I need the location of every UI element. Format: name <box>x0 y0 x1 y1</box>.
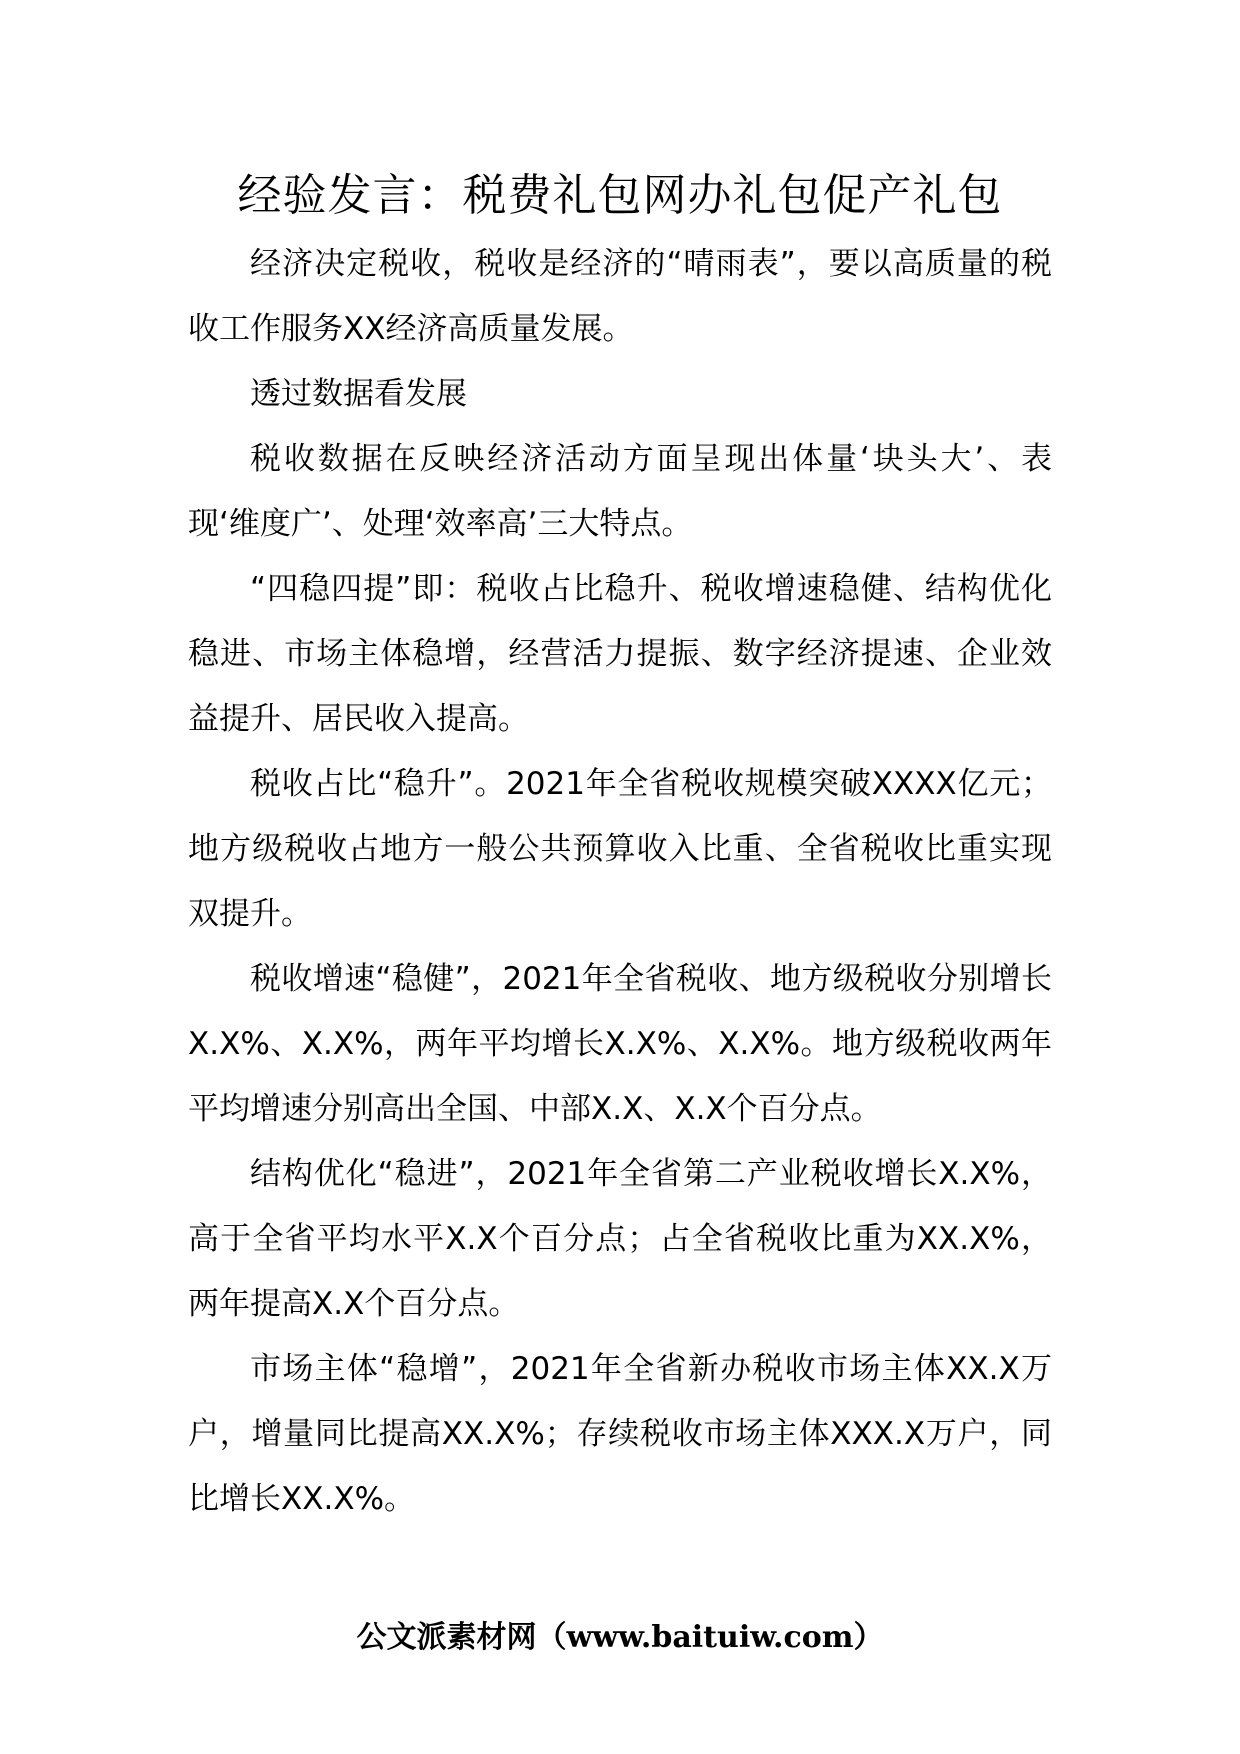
document-title: 经验发言：税费礼包网办礼包促产礼包 <box>237 170 1003 221</box>
paragraph-features: 税收数据在反映经济活动方面呈现出体量‘块头大’、表现‘维度广’、处理‘效率高’三大特点。 <box>188 441 1052 542</box>
paragraph-market-entities: 市场主体“稳增”，2021年全省新办税收市场主体XX.X万户，增量同比提高XX.X%；存续税收市场主体XXX.X万户，同比增长XX.X%。 <box>188 1351 1052 1517</box>
page-footer: 公文派素材网（www.baituiw.com） <box>356 1620 884 1655</box>
paragraph-four-stable: “四稳四提”即：税收占比稳升、税收增速稳健、结构优化稳进、市场主体稳增，经营活力提振、数字经济提速、企业效益提升、居民收入提高。 <box>188 571 1052 737</box>
paragraph-tax-growth: 税收增速“稳健”，2021年全省税收、地方级税收分别增长X.X%、X.X%，两年平均增长X.X%、X.X%。地方级税收两年平均增速分别高出全国、中部X.X、X.X个百分点。 <box>188 961 1052 1127</box>
paragraph-structure: 结构优化“稳进”，2021年全省第二产业税收增长X.X%，高于全省平均水平X.X个百分点；占全省税收比重为XX.X%，两年提高X.X个百分点。 <box>188 1156 1052 1322</box>
paragraph-intro: 经济决定税收，税收是经济的“晴雨表”，要以高质量的税收工作服务XX经济高质量发展。 <box>188 246 1052 347</box>
paragraph-tax-share: 税收占比“稳升”。2021年全省税收规模突破XXXX亿元；地方级税收占地方一般公共预算收入比重、全省税收比重实现双提升。 <box>188 766 1052 932</box>
section-heading: 透过数据看发展 <box>250 376 467 412</box>
document-body <box>188 232 1052 1532</box>
